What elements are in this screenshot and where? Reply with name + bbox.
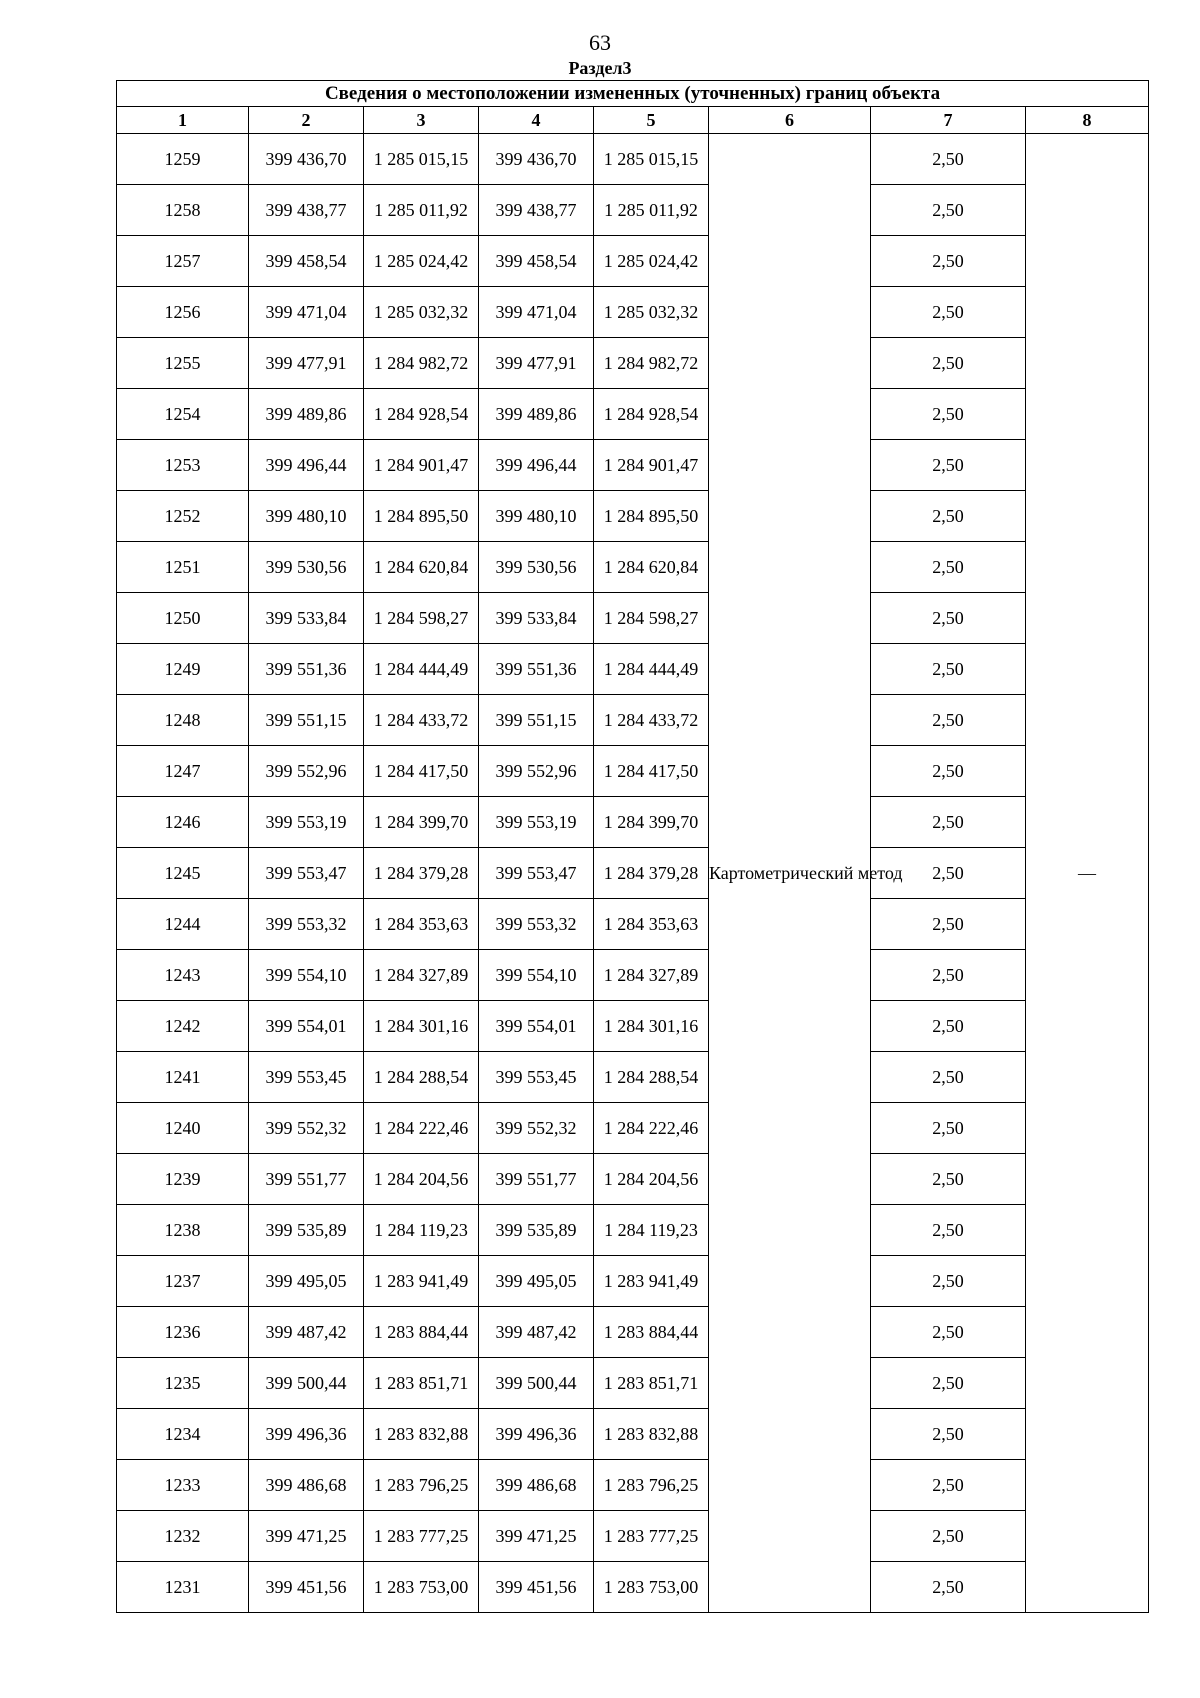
table-row [117,1103,1149,1154]
point-number-cell: 1241 [117,1052,249,1103]
x-new-cell: 399 535,89 [479,1205,594,1256]
x-new-cell: 399 436,70 [479,134,594,185]
x-new-cell: 399 500,44 [479,1358,594,1409]
point-number-cell: 1254 [117,389,249,440]
y-new-cell: 1 284 119,23 [594,1205,709,1256]
y-old-cell: 1 284 928,54 [364,389,479,440]
x-new-cell: 399 554,10 [479,950,594,1001]
x-new-cell: 399 471,25 [479,1511,594,1562]
y-new-cell: 1 285 011,92 [594,185,709,236]
accuracy-cell: 2,50 [871,797,1026,848]
y-new-cell: 1 284 620,84 [594,542,709,593]
point-number-cell: 1244 [117,899,249,950]
accuracy-cell: 2,50 [871,389,1026,440]
y-new-cell: 1 283 884,44 [594,1307,709,1358]
point-number-cell: 1236 [117,1307,249,1358]
x-old-cell: 399 552,96 [249,746,364,797]
x-old-cell: 399 530,56 [249,542,364,593]
column-number: 1 [117,107,249,134]
y-old-cell: 1 284 982,72 [364,338,479,389]
accuracy-cell: 2,50 [871,1103,1026,1154]
point-number-cell: 1252 [117,491,249,542]
table-row [117,542,1149,593]
x-new-cell: 399 553,32 [479,899,594,950]
x-old-cell: 399 436,70 [249,134,364,185]
y-new-cell: 1 284 444,49 [594,644,709,695]
accuracy-cell: 2,50 [871,1562,1026,1613]
accuracy-cell: 2,50 [871,542,1026,593]
y-new-cell: 1 284 399,70 [594,797,709,848]
y-old-cell: 1 284 895,50 [364,491,479,542]
y-new-cell: 1 284 353,63 [594,899,709,950]
column-number: 6 [709,107,871,134]
x-old-cell: 399 496,44 [249,440,364,491]
y-new-cell: 1 284 204,56 [594,1154,709,1205]
y-old-cell: 1 283 777,25 [364,1511,479,1562]
x-new-cell: 399 553,19 [479,797,594,848]
x-old-cell: 399 553,32 [249,899,364,950]
x-old-cell: 399 486,68 [249,1460,364,1511]
x-new-cell: 399 451,56 [479,1562,594,1613]
y-old-cell: 1 283 832,88 [364,1409,479,1460]
table-row [117,440,1149,491]
y-old-cell: 1 284 353,63 [364,899,479,950]
x-new-cell: 399 495,05 [479,1256,594,1307]
x-new-cell: 399 551,15 [479,695,594,746]
x-old-cell: 399 535,89 [249,1205,364,1256]
y-old-cell: 1 284 288,54 [364,1052,479,1103]
accuracy-cell: 2,50 [871,644,1026,695]
accuracy-cell: 2,50 [871,134,1026,185]
y-old-cell: 1 283 851,71 [364,1358,479,1409]
x-new-cell: 399 552,96 [479,746,594,797]
accuracy-cell: 2,50 [871,1460,1026,1511]
table-row [117,1307,1149,1358]
point-number-cell: 1259 [117,134,249,185]
accuracy-cell: 2,50 [871,1358,1026,1409]
boundary-table [116,80,1149,1613]
y-old-cell: 1 284 222,46 [364,1103,479,1154]
x-new-cell: 399 496,44 [479,440,594,491]
point-number-cell: 1237 [117,1256,249,1307]
point-number-cell: 1245 [117,848,249,899]
x-old-cell: 399 553,45 [249,1052,364,1103]
point-number-cell: 1247 [117,746,249,797]
table-row [117,1052,1149,1103]
x-old-cell: 399 495,05 [249,1256,364,1307]
accuracy-cell: 2,50 [871,593,1026,644]
table-row [117,1001,1149,1052]
x-old-cell: 399 500,44 [249,1358,364,1409]
y-new-cell: 1 283 753,00 [594,1562,709,1613]
x-old-cell: 399 551,36 [249,644,364,695]
y-old-cell: 1 284 433,72 [364,695,479,746]
section-label: Раздел3 [568,58,632,78]
y-new-cell: 1 284 433,72 [594,695,709,746]
x-new-cell: 399 480,10 [479,491,594,542]
x-new-cell: 399 530,56 [479,542,594,593]
x-old-cell: 399 489,86 [249,389,364,440]
y-old-cell: 1 284 327,89 [364,950,479,1001]
accuracy-cell: 2,50 [871,746,1026,797]
column8-cell: — [1026,134,1149,1613]
y-new-cell: 1 284 895,50 [594,491,709,542]
y-old-cell: 1 285 011,92 [364,185,479,236]
y-new-cell: 1 284 288,54 [594,1052,709,1103]
table-row [117,695,1149,746]
accuracy-cell: 2,50 [871,236,1026,287]
x-new-cell: 399 471,04 [479,287,594,338]
section-title: Сведения о местоположении измененных (уточненных) границ объекта [117,81,1149,107]
point-number-cell: 1250 [117,593,249,644]
y-old-cell: 1 284 301,16 [364,1001,479,1052]
point-number-cell: 1249 [117,644,249,695]
y-new-cell: 1 284 928,54 [594,389,709,440]
y-new-cell: 1 284 982,72 [594,338,709,389]
y-new-cell: 1 283 941,49 [594,1256,709,1307]
table-row [117,389,1149,440]
table-row [117,1154,1149,1205]
y-old-cell: 1 284 620,84 [364,542,479,593]
x-old-cell: 399 553,47 [249,848,364,899]
y-new-cell: 1 284 222,46 [594,1103,709,1154]
accuracy-cell: 2,50 [871,1307,1026,1358]
y-old-cell: 1 284 399,70 [364,797,479,848]
y-new-cell: 1 284 379,28 [594,848,709,899]
table-row [117,899,1149,950]
accuracy-cell: 2,50 [871,950,1026,1001]
accuracy-cell: 2,50 [871,1001,1026,1052]
x-old-cell: 399 480,10 [249,491,364,542]
point-number-cell: 1256 [117,287,249,338]
y-new-cell: 1 284 901,47 [594,440,709,491]
y-old-cell: 1 285 024,42 [364,236,479,287]
y-new-cell: 1 284 301,16 [594,1001,709,1052]
table-row [117,1256,1149,1307]
y-old-cell: 1 284 119,23 [364,1205,479,1256]
x-new-cell: 399 551,77 [479,1154,594,1205]
table-row [117,593,1149,644]
x-old-cell: 399 554,01 [249,1001,364,1052]
x-old-cell: 399 438,77 [249,185,364,236]
accuracy-cell: 2,50 [871,491,1026,542]
x-old-cell: 399 554,10 [249,950,364,1001]
point-number-cell: 1258 [117,185,249,236]
y-old-cell: 1 283 884,44 [364,1307,479,1358]
x-new-cell: 399 486,68 [479,1460,594,1511]
table-row [117,950,1149,1001]
table-row [117,491,1149,542]
point-number-cell: 1235 [117,1358,249,1409]
point-number-cell: 1240 [117,1103,249,1154]
table-row [117,1205,1149,1256]
accuracy-cell: 2,50 [871,848,1026,899]
point-number-cell: 1257 [117,236,249,287]
x-new-cell: 399 553,47 [479,848,594,899]
y-old-cell: 1 284 417,50 [364,746,479,797]
method-cell: Картометрический метод [709,134,871,1613]
y-new-cell: 1 284 417,50 [594,746,709,797]
x-new-cell: 399 554,01 [479,1001,594,1052]
accuracy-cell: 2,50 [871,185,1026,236]
column-number: 5 [594,107,709,134]
x-old-cell: 399 533,84 [249,593,364,644]
x-old-cell: 399 451,56 [249,1562,364,1613]
table-row [117,644,1149,695]
y-old-cell: 1 284 598,27 [364,593,479,644]
table-row [117,1562,1149,1613]
y-new-cell: 1 283 796,25 [594,1460,709,1511]
column-number: 2 [249,107,364,134]
table-row [117,185,1149,236]
y-new-cell: 1 285 015,15 [594,134,709,185]
accuracy-cell: 2,50 [871,440,1026,491]
y-new-cell: 1 284 598,27 [594,593,709,644]
point-number-cell: 1246 [117,797,249,848]
accuracy-cell: 2,50 [871,338,1026,389]
column-number: 3 [364,107,479,134]
point-number-cell: 1238 [117,1205,249,1256]
table-row [117,338,1149,389]
table-body [117,134,1149,1613]
y-new-cell: 1 285 024,42 [594,236,709,287]
x-new-cell: 399 489,86 [479,389,594,440]
table-row [117,1358,1149,1409]
column-number: 8 [1026,107,1149,134]
x-old-cell: 399 496,36 [249,1409,364,1460]
x-new-cell: 399 458,54 [479,236,594,287]
x-old-cell: 399 487,42 [249,1307,364,1358]
column-number: 4 [479,107,594,134]
table-row [117,287,1149,338]
table-row [117,134,1149,185]
y-new-cell: 1 283 851,71 [594,1358,709,1409]
table-row [117,1409,1149,1460]
x-old-cell: 399 553,19 [249,797,364,848]
point-number-cell: 1253 [117,440,249,491]
accuracy-cell: 2,50 [871,899,1026,950]
point-number-cell: 1255 [117,338,249,389]
column-number: 7 [871,107,1026,134]
x-new-cell: 399 487,42 [479,1307,594,1358]
table-row [117,797,1149,848]
x-old-cell: 399 471,25 [249,1511,364,1562]
point-number-cell: 1232 [117,1511,249,1562]
accuracy-cell: 2,50 [871,1256,1026,1307]
table-row [117,1511,1149,1562]
y-old-cell: 1 284 901,47 [364,440,479,491]
y-old-cell: 1 283 796,25 [364,1460,479,1511]
y-old-cell: 1 284 204,56 [364,1154,479,1205]
y-old-cell: 1 283 941,49 [364,1256,479,1307]
column-number-row [117,107,1149,134]
y-old-cell: 1 284 379,28 [364,848,479,899]
accuracy-cell: 2,50 [871,1409,1026,1460]
accuracy-cell: 2,50 [871,1511,1026,1562]
accuracy-cell: 2,50 [871,1154,1026,1205]
page-number: 63 [589,30,611,55]
x-old-cell: 399 477,91 [249,338,364,389]
point-number-cell: 1248 [117,695,249,746]
x-new-cell: 399 477,91 [479,338,594,389]
x-new-cell: 399 553,45 [479,1052,594,1103]
point-number-cell: 1231 [117,1562,249,1613]
y-old-cell: 1 285 015,15 [364,134,479,185]
x-new-cell: 399 552,32 [479,1103,594,1154]
accuracy-cell: 2,50 [871,287,1026,338]
accuracy-cell: 2,50 [871,1205,1026,1256]
accuracy-cell: 2,50 [871,695,1026,746]
x-new-cell: 399 551,36 [479,644,594,695]
point-number-cell: 1233 [117,1460,249,1511]
y-new-cell: 1 283 777,25 [594,1511,709,1562]
table-row [117,848,1149,899]
y-new-cell: 1 284 327,89 [594,950,709,1001]
table-row [117,746,1149,797]
x-old-cell: 399 552,32 [249,1103,364,1154]
point-number-cell: 1251 [117,542,249,593]
point-number-cell: 1239 [117,1154,249,1205]
point-number-cell: 1243 [117,950,249,1001]
x-old-cell: 399 458,54 [249,236,364,287]
x-new-cell: 399 496,36 [479,1409,594,1460]
table-row [117,236,1149,287]
x-new-cell: 399 533,84 [479,593,594,644]
x-old-cell: 399 471,04 [249,287,364,338]
x-old-cell: 399 551,15 [249,695,364,746]
y-old-cell: 1 284 444,49 [364,644,479,695]
x-new-cell: 399 438,77 [479,185,594,236]
accuracy-cell: 2,50 [871,1052,1026,1103]
y-new-cell: 1 283 832,88 [594,1409,709,1460]
table-row [117,1460,1149,1511]
point-number-cell: 1234 [117,1409,249,1460]
y-new-cell: 1 285 032,32 [594,287,709,338]
point-number-cell: 1242 [117,1001,249,1052]
x-old-cell: 399 551,77 [249,1154,364,1205]
y-old-cell: 1 283 753,00 [364,1562,479,1613]
y-old-cell: 1 285 032,32 [364,287,479,338]
